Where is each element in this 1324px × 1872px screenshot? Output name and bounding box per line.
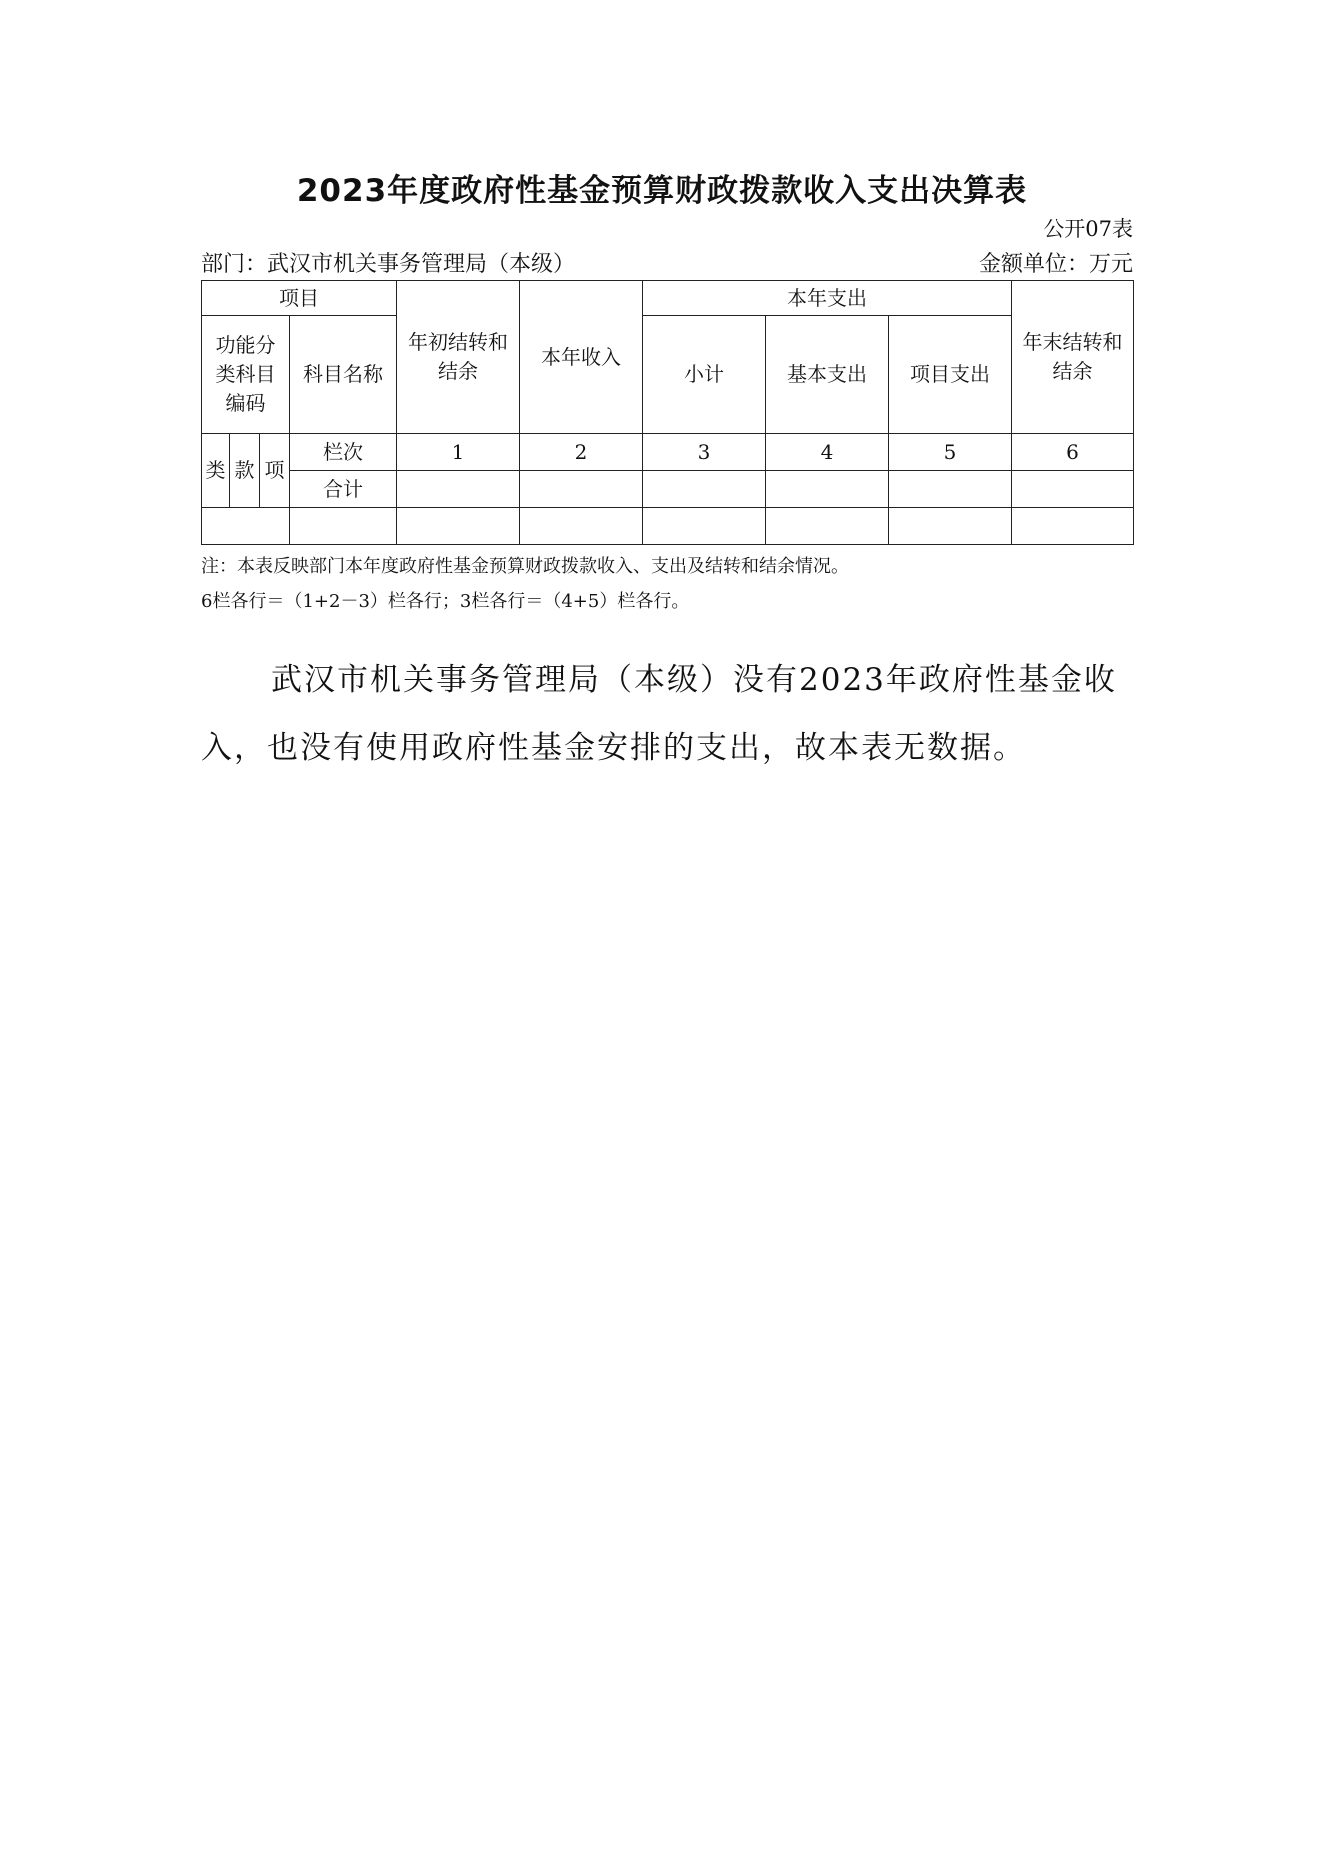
row-column-label: 栏次 [290, 434, 397, 471]
department-label: 部门：武汉市机关事务管理局（本级） [201, 252, 576, 277]
meta-row [201, 247, 1133, 278]
column-number-4: 4 [766, 434, 889, 471]
sub-section: 款 [230, 434, 260, 508]
header-subtotal: 小计 [643, 316, 766, 434]
row-total-label: 合计 [290, 471, 397, 508]
unit-label: 金额单位：万元 [978, 252, 1133, 277]
table-header-row-1 [202, 281, 1134, 316]
total-cell-6 [1012, 471, 1134, 508]
sub-class: 类 [202, 434, 230, 508]
table-formula-note: 6栏各行＝（1+2－3）栏各行；3栏各行＝（4+5）栏各行。 [201, 591, 690, 612]
fund-table [201, 280, 1134, 545]
total-row [202, 471, 1134, 508]
header-basic-expenditure: 基本支出 [766, 316, 889, 434]
total-cell-3 [643, 471, 766, 508]
header-closing-balance: 年末结转和结余 [1012, 281, 1134, 434]
header-opening-balance: 年初结转和结余 [397, 281, 520, 434]
column-number-3: 3 [643, 434, 766, 471]
header-subject-name: 科目名称 [290, 316, 397, 434]
empty-row [202, 508, 1134, 545]
table-note: 注：本表反映部门本年度政府性基金预算财政拨款收入、支出及结转和结余情况。 [201, 556, 849, 577]
total-cell-5 [889, 471, 1012, 508]
sub-item: 项 [260, 434, 290, 508]
header-project-expenditure: 项目支出 [889, 316, 1012, 434]
header-func-code: 功能分类科目编码 [202, 316, 290, 434]
column-number-6: 6 [1012, 434, 1134, 471]
header-item: 项目 [202, 281, 397, 316]
table-number: 公开07表 [1043, 217, 1133, 241]
header-current-expenditure: 本年支出 [643, 281, 1012, 316]
column-number-5: 5 [889, 434, 1012, 471]
column-number-row [202, 434, 1134, 471]
column-number-2: 2 [520, 434, 643, 471]
total-cell-1 [397, 471, 520, 508]
total-cell-4 [766, 471, 889, 508]
no-data-statement: 武汉市机关事务管理局（本级）没有2023年政府性基金收入，也没有使用政府性基金安排的支出，故本表无数据。 [201, 662, 1117, 766]
total-cell-2 [520, 471, 643, 508]
document-title: 2023年度政府性基金预算财政拨款收入支出决算表 [296, 173, 1028, 209]
header-current-income: 本年收入 [520, 281, 643, 434]
column-number-1: 1 [397, 434, 520, 471]
table-header-row-2 [202, 316, 1134, 376]
